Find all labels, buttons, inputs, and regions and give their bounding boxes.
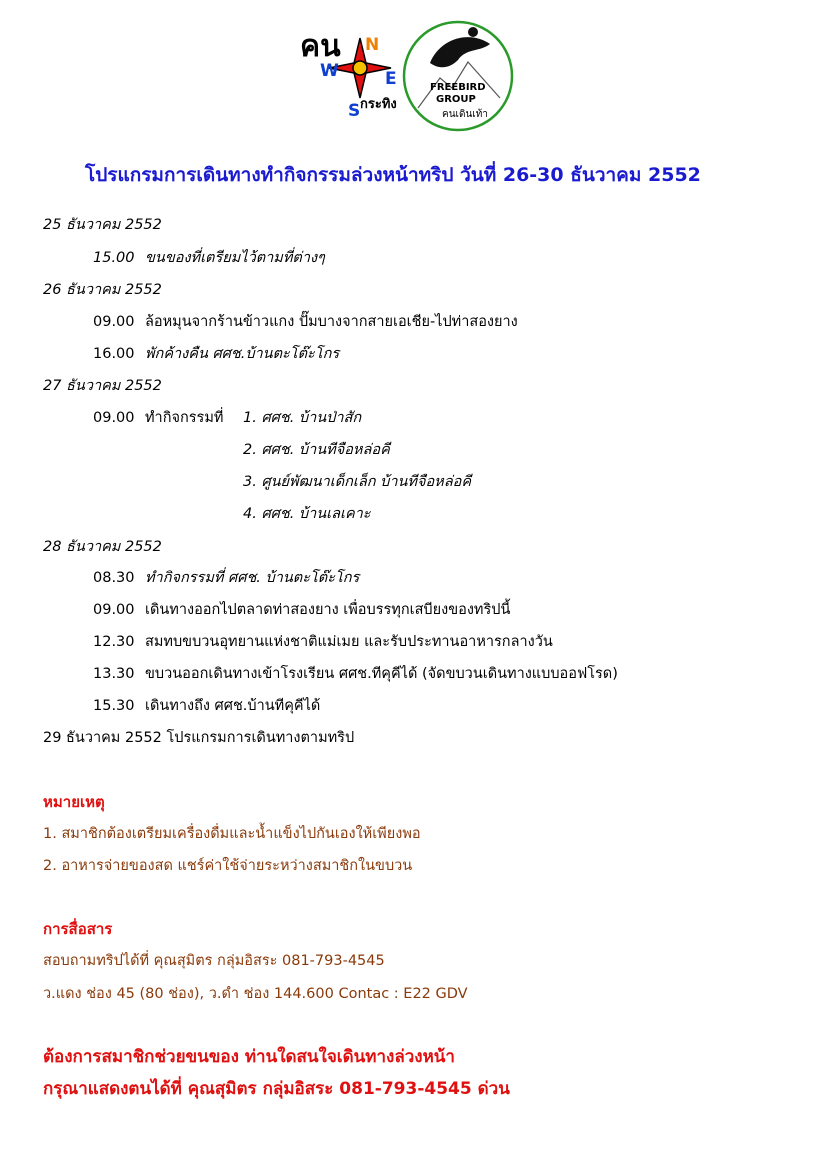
day-heading-26: 26 ธันวาคม 2552 xyxy=(43,282,162,298)
day-heading-25: 25 ธันวาคม 2552 xyxy=(43,217,162,233)
schedule-time: 13.30 xyxy=(93,666,135,682)
schedule-time: 15.00 xyxy=(93,250,135,266)
schedule-row xyxy=(93,694,320,717)
group-line2: GROUP xyxy=(436,94,476,105)
contact-heading: การสื่อสาร xyxy=(43,920,113,938)
logo xyxy=(290,18,525,138)
activity-item: 4. ศศช. บ้านเลเคาะ xyxy=(243,506,371,522)
note-item: 1. สมาชิกต้องเตรียมเครื่องดื่มและน้ำแข็งไปกันเองให้เพียงพอ xyxy=(43,826,421,842)
schedule-row xyxy=(93,598,510,621)
schedule-time: 15.30 xyxy=(93,698,135,714)
day-heading-28: 28 ธันวาคม 2552 xyxy=(43,539,162,555)
schedule-row xyxy=(93,246,325,269)
schedule-time: 09.00 xyxy=(93,410,135,426)
schedule-row xyxy=(93,566,359,589)
activity-item: 2. ศศช. บ้านทีจือหล่อคี xyxy=(243,442,390,458)
schedule-time: 16.00 xyxy=(93,346,135,362)
appeal-line-1: ต้องการสมาชิกช่วยขนของ ท่านใดสนใจเดินทางล่วงหน้า xyxy=(43,1047,455,1067)
schedule-text: พักค้างคืน ศศช.บ้านตะโต๊ะโกร xyxy=(145,346,340,362)
activity-item: 3. ศูนย์พัฒนาเด็กเล็ก บ้านทีจือหล่อคี xyxy=(243,474,472,490)
schedule-text: ขนของที่เตรียมไว้ตามที่ต่างๆ xyxy=(145,250,325,266)
schedule-row xyxy=(93,310,518,333)
schedule-text: ทำกิจกรรมที่ ศศช. บ้านตะโต๊ะโกร xyxy=(145,570,360,586)
compass-e: E xyxy=(385,69,397,89)
schedule-row xyxy=(93,406,223,429)
compass-n: N xyxy=(365,35,380,55)
note-item: 2. อาหารจ่ายของสด แชร์ค่าใช้จ่ายระหว่างสมาชิกในขบวน xyxy=(43,858,413,874)
page-title: โปรแกรมการเดินทางทำกิจกรรมล่วงหน้าทริป วันที่ 26-30 ธันวาคม 2552 xyxy=(85,164,701,186)
logo-sub-text: กระทิง xyxy=(360,97,397,112)
group-tagline: คนเดินเท้า xyxy=(442,109,488,120)
day-heading-29: 29 ธันวาคม 2552 โปรแกรมการเดินทางตามทริป xyxy=(43,730,355,746)
compass-w: W xyxy=(320,61,339,81)
schedule-time: 09.00 xyxy=(93,314,135,330)
schedule-time: 09.00 xyxy=(93,602,135,618)
schedule-label: ทำกิจกรรมที่ xyxy=(145,410,224,426)
compass-s: S xyxy=(348,101,361,121)
group-line1: FREEBIRD xyxy=(430,82,486,93)
appeal-line-2: กรุณาแสดงตนได้ที่ คุณสุมิตร กลุ่มอิสระ 081-793-4545 ด่วน xyxy=(43,1079,510,1099)
schedule-row xyxy=(93,662,618,685)
schedule-text: เดินทางออกไปตลาดท่าสองยาง เพื่อบรรทุกเสบียงของทริปนี้ xyxy=(145,602,511,618)
notes-heading: หมายเหตุ xyxy=(43,793,105,811)
schedule-time: 12.30 xyxy=(93,634,135,650)
schedule-text: ขบวนออกเดินทางเข้าโรงเรียน ศศช.ทีคุคีได้ (จัดขบวนเดินทางแบบออฟโรด) xyxy=(145,666,618,682)
contact-line: สอบถามทริปได้ที่ คุณสุมิตร กลุ่มอิสระ 081-793-4545 xyxy=(43,953,385,969)
contact-line: ว.แดง ช่อง 45 (80 ช่อง), ว.ดำ ช่อง 144.600 Contac : E22 GDV xyxy=(43,986,468,1002)
activity-item: 1. ศศช. บ้านป่าสัก xyxy=(243,410,362,426)
schedule-row xyxy=(93,342,339,365)
schedule-row xyxy=(93,630,553,653)
schedule-text: สมทบขบวนอุทยานแห่งชาติแม่เมย และรับประทานอาหารกลางวัน xyxy=(145,634,553,650)
logo-graphic xyxy=(290,18,525,138)
logo-left-text: คน xyxy=(300,29,341,64)
day-heading-27: 27 ธันวาคม 2552 xyxy=(43,378,162,394)
schedule-text: ล้อหมุนจากร้านข้าวแกง ปั๊มบางจากสายเอเชีย-ไปท่าสองยาง xyxy=(145,314,518,330)
schedule-time: 08.30 xyxy=(93,570,135,586)
schedule-text: เดินทางถึง ศศช.บ้านทีคุคีได้ xyxy=(145,698,321,714)
